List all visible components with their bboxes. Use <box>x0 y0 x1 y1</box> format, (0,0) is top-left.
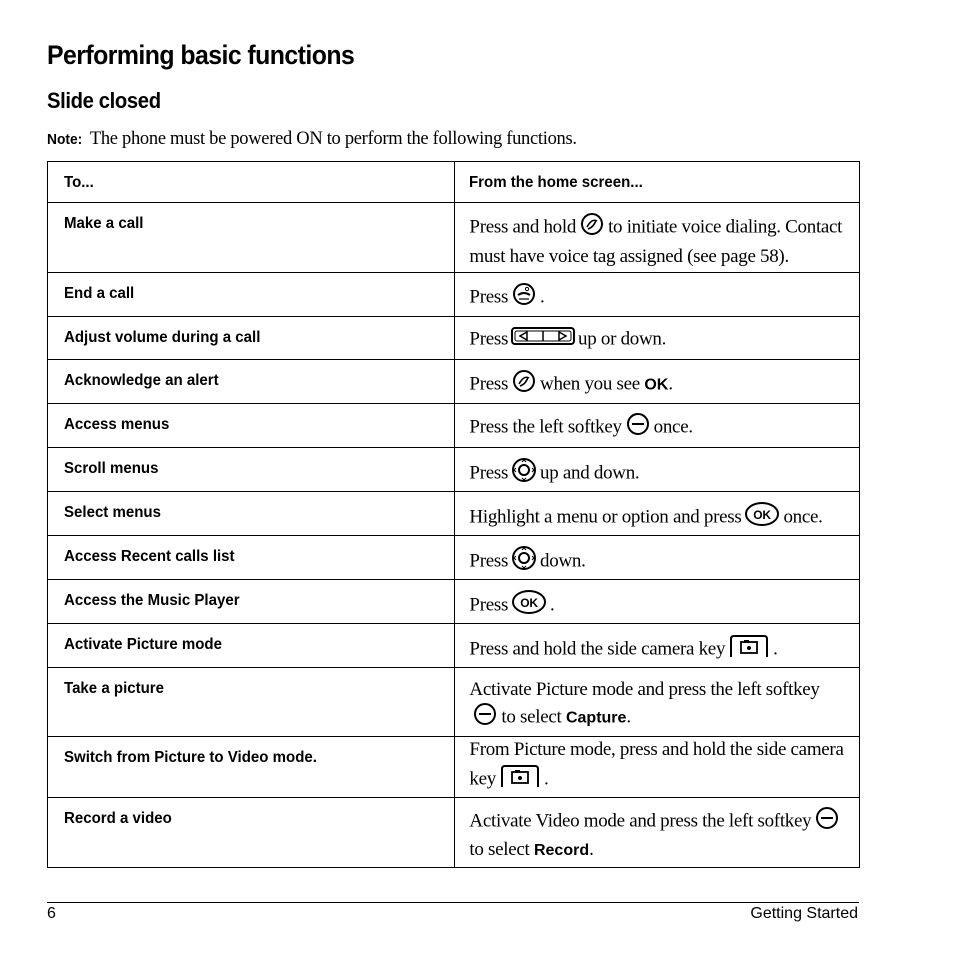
table-row <box>48 448 860 492</box>
row-action: Activate Picture mode <box>48 624 455 668</box>
page-number: 6 <box>47 905 56 922</box>
row-instruction: From Picture mode, press and hold the side camera key . <box>455 737 860 798</box>
row-instruction: Press down. <box>455 536 860 580</box>
row-instruction: Press up and down. <box>455 448 860 492</box>
row-action: Switch from Picture to Video mode. <box>48 737 455 798</box>
row-instruction: Press and hold to initiate voice dialing. Contact must have voice tag assigned (see page 58). <box>455 203 860 273</box>
row-instruction: Press OK . <box>455 580 860 624</box>
row-action: Record a video <box>48 798 455 868</box>
note-label: Note: <box>47 131 83 148</box>
table-row <box>48 492 860 536</box>
row-action: End a call <box>48 273 455 317</box>
svg-text:OK: OK <box>753 508 772 522</box>
row-action: Adjust volume during a call <box>48 317 455 360</box>
table-row <box>48 624 860 668</box>
row-action: Access the Music Player <box>48 580 455 624</box>
table-row <box>48 360 860 404</box>
softkey-icon <box>472 703 498 733</box>
table-row <box>48 404 860 448</box>
header-from-home: From the home screen... <box>455 162 860 203</box>
table-row <box>48 798 860 868</box>
functions-table <box>47 161 860 868</box>
row-instruction: Activate Video mode and press the left softkeyto select Record. <box>455 798 860 868</box>
row-instruction: Press and hold the side camera key . <box>455 624 860 668</box>
table-row <box>48 737 860 798</box>
softkey-icon <box>814 807 840 837</box>
end-key-icon <box>511 282 537 314</box>
table-row <box>48 273 860 317</box>
voice-key-icon <box>511 369 537 401</box>
note <box>47 128 577 150</box>
row-instruction: Highlight a menu or option and press OK once. <box>455 492 860 536</box>
row-instruction: Press . <box>455 273 860 317</box>
row-instruction: Press up or down. <box>455 317 860 360</box>
header-to: To... <box>48 162 455 203</box>
row-instruction: Press when you see OK. <box>455 360 860 404</box>
page-title: Performing basic functions <box>47 40 355 70</box>
row-action: Make a call <box>48 203 455 273</box>
voice-key-icon <box>579 212 605 244</box>
nav-key-icon <box>511 545 537 579</box>
row-action: Access Recent calls list <box>48 536 455 580</box>
softkey-icon <box>625 413 651 443</box>
table-row <box>48 668 860 737</box>
row-action: Select menus <box>48 492 455 536</box>
ok-key-icon <box>744 501 780 535</box>
table-header-row <box>48 162 860 203</box>
svg-text:OK: OK <box>520 596 538 610</box>
footer-rule <box>47 902 859 903</box>
table-row <box>48 203 860 273</box>
row-action: Access menus <box>48 404 455 448</box>
row-action: Take a picture <box>48 668 455 737</box>
camera-key-icon <box>499 763 541 797</box>
volume-key-icon <box>511 326 575 354</box>
nav-key-icon <box>511 457 537 491</box>
note-text: The phone must be powered ON to perform the following functions. <box>89 129 577 149</box>
section-subtitle: Slide closed <box>47 88 161 113</box>
table-row <box>48 317 860 360</box>
chapter-title: Getting Started <box>750 905 858 922</box>
row-instruction: Press the left softkey once. <box>455 404 860 448</box>
row-action: Scroll menus <box>48 448 455 492</box>
camera-key-icon <box>728 633 770 667</box>
ok-key-icon <box>511 589 547 623</box>
table-row <box>48 536 860 580</box>
table-row <box>48 580 860 624</box>
row-action: Acknowledge an alert <box>48 360 455 404</box>
row-instruction: Activate Picture mode and press the left softkeyto select Capture. <box>455 668 860 737</box>
